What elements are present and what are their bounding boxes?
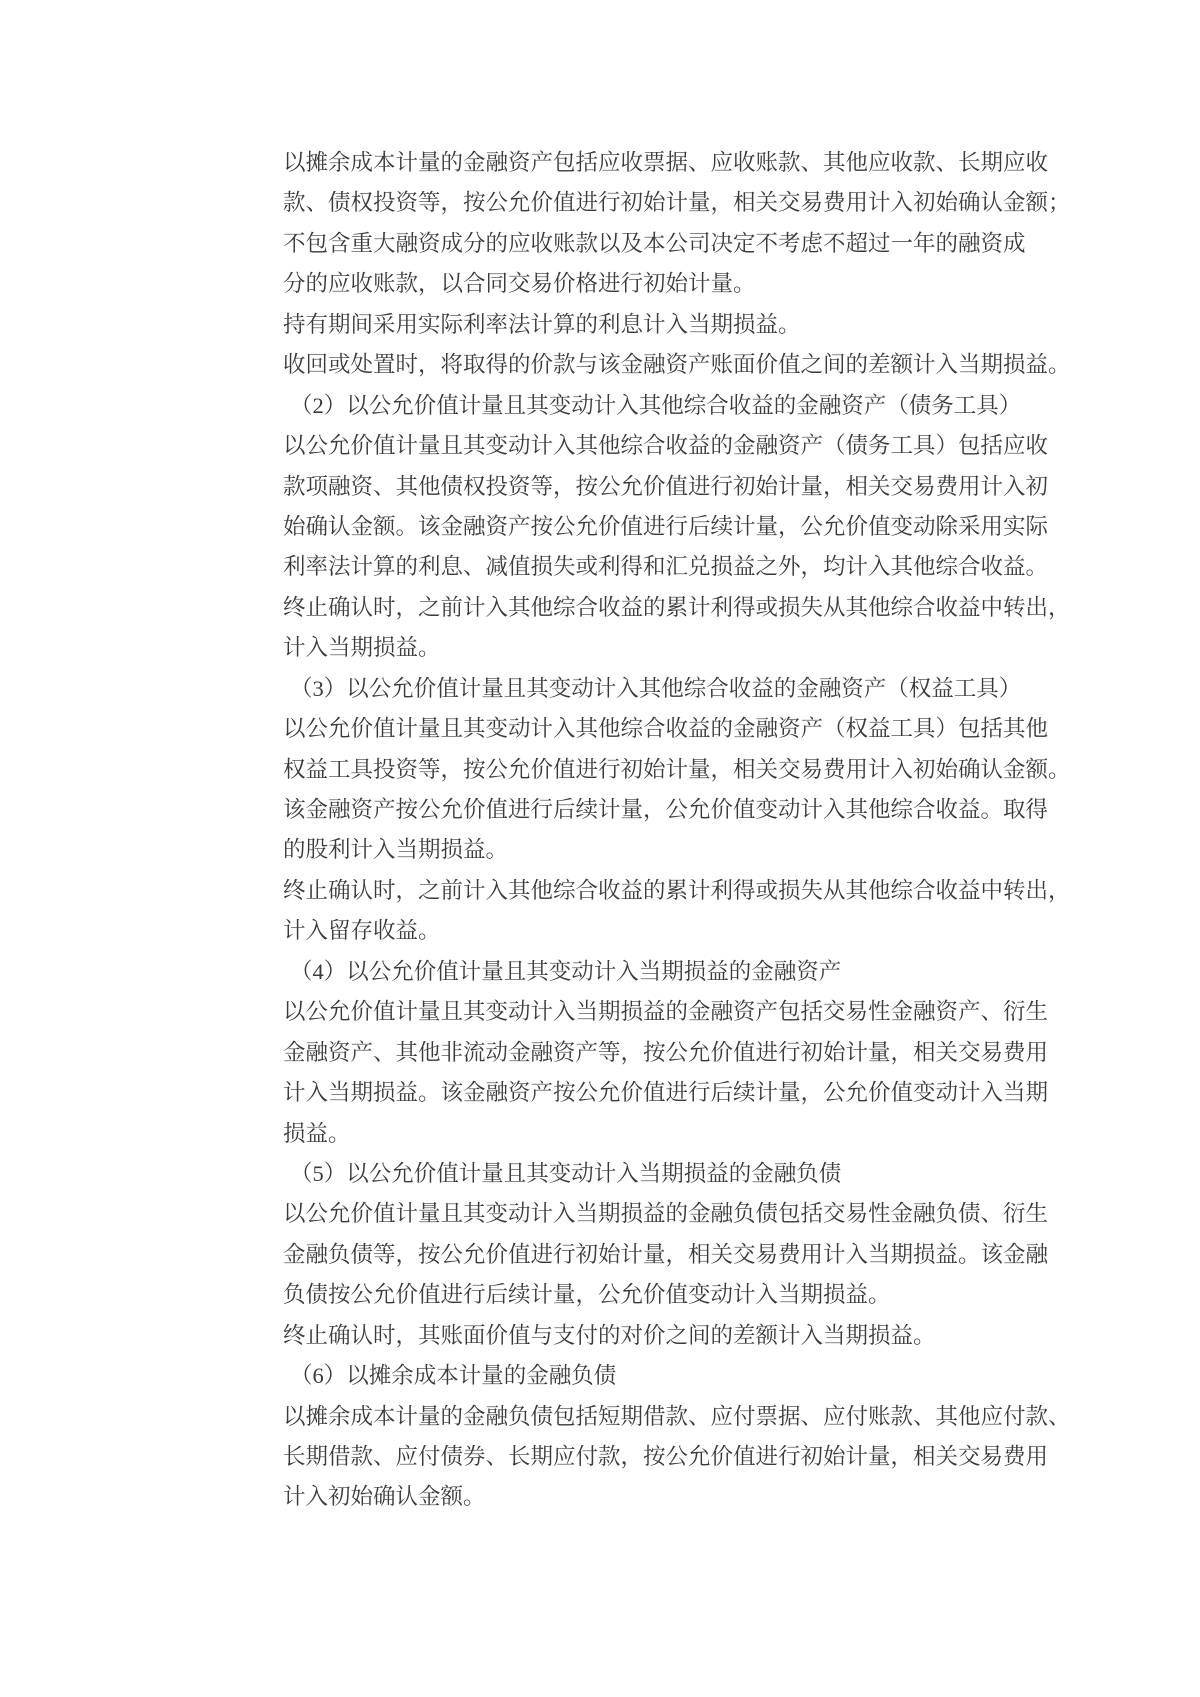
text-line: 以公允价值计量且其变动计入当期损益的金融资产包括交易性金融资产、衍生 (283, 999, 1049, 1025)
text-line: 收回或处置时，将取得的价款与该金融资产账面价值之间的差额计入当期损益。 (283, 352, 1071, 378)
text-line: 损益。 (283, 1120, 351, 1146)
text-line: 权益工具投资等，按公允价值进行初始计量，相关交易费用计入初始确认金额。 (283, 756, 1071, 782)
text-line: 利率法计算的利息、减值损失或利得和汇兑损益之外，均计入其他综合收益。 (283, 554, 1049, 580)
text-line: 以公允价值计量且其变动计入其他综合收益的金融资产（权益工具）包括其他 (283, 716, 1049, 742)
text-line: 计入初始确认金额。 (283, 1484, 486, 1510)
text-line: 以公允价值计量且其变动计入其他综合收益的金融资产（债务工具）包括应收 (283, 433, 1049, 459)
text-line: 负债按公允价值进行后续计量，公允价值变动计入当期损益。 (283, 1282, 891, 1308)
text-line: （5）以公允价值计量且其变动计入当期损益的金融负债 (290, 1160, 842, 1186)
text-line: 计入留存收益。 (283, 918, 441, 944)
text-line: （6）以摊余成本计量的金融负债 (290, 1363, 617, 1389)
text-line: （4）以公允价值计量且其变动计入当期损益的金融资产 (290, 958, 842, 984)
text-line: 的股利计入当期损益。 (283, 837, 509, 863)
text-line: 终止确认时，之前计入其他综合收益的累计利得或损失从其他综合收益中转出， (283, 877, 1071, 903)
text-line: 该金融资产按公允价值进行后续计量，公允价值变动计入其他综合收益。取得 (283, 797, 1049, 822)
document-text-column (283, 143, 1071, 1518)
text-line: 以公允价值计量且其变动计入当期损益的金融负债包括交易性金融负债、衍生 (283, 1201, 1049, 1227)
text-line: 款项融资、其他债权投资等，按公允价值进行初始计量，相关交易费用计入初 (283, 473, 1049, 499)
text-line: 终止确认时，其账面价值与支付的对价之间的差额计入当期损益。 (283, 1322, 936, 1348)
text-line: 始确认金额。该金融资产按公允价值进行后续计量，公允价值变动除采用实际 (283, 513, 1049, 539)
text-line: （2）以公允价值计量且其变动计入其他综合收益的金融资产（债务工具） (290, 392, 1022, 418)
text-line: 终止确认时，之前计入其他综合收益的累计利得或损失从其他综合收益中转出， (283, 594, 1071, 620)
text-line: 计入当期损益。该金融资产按公允价值进行后续计量，公允价值变动计入当期 (283, 1080, 1049, 1106)
text-line: 金融负债等，按公允价值进行初始计量，相关交易费用计入当期损益。该金融 (283, 1241, 1049, 1267)
text-line: 持有期间采用实际利率法计算的利息计入当期损益。 (283, 311, 801, 337)
text-line: 不包含重大融资成分的应收账款以及本公司决定不考虑不超过一年的融资成 (283, 230, 1026, 256)
text-line: 分的应收账款，以合同交易价格进行初始计量。 (283, 271, 756, 297)
text-line: 计入当期损益。 (283, 635, 441, 661)
text-line: 款、债权投资等，按公允价值进行初始计量，相关交易费用计入初始确认金额； (283, 190, 1071, 216)
text-line: （3）以公允价值计量且其变动计入其他综合收益的金融资产（权益工具） (290, 675, 1022, 701)
text-line: 以摊余成本计量的金融资产包括应收票据、应收账款、其他应收款、长期应收 (283, 150, 1049, 175)
text-line: 以摊余成本计量的金融负债包括短期借款、应付票据、应付账款、其他应付款、 (283, 1403, 1071, 1429)
text-line: 金融资产、其他非流动金融资产等，按公允价值进行初始计量，相关交易费用 (283, 1039, 1049, 1065)
text-line: 长期借款、应付债券、长期应付款，按公允价值进行初始计量，相关交易费用 (283, 1444, 1049, 1469)
